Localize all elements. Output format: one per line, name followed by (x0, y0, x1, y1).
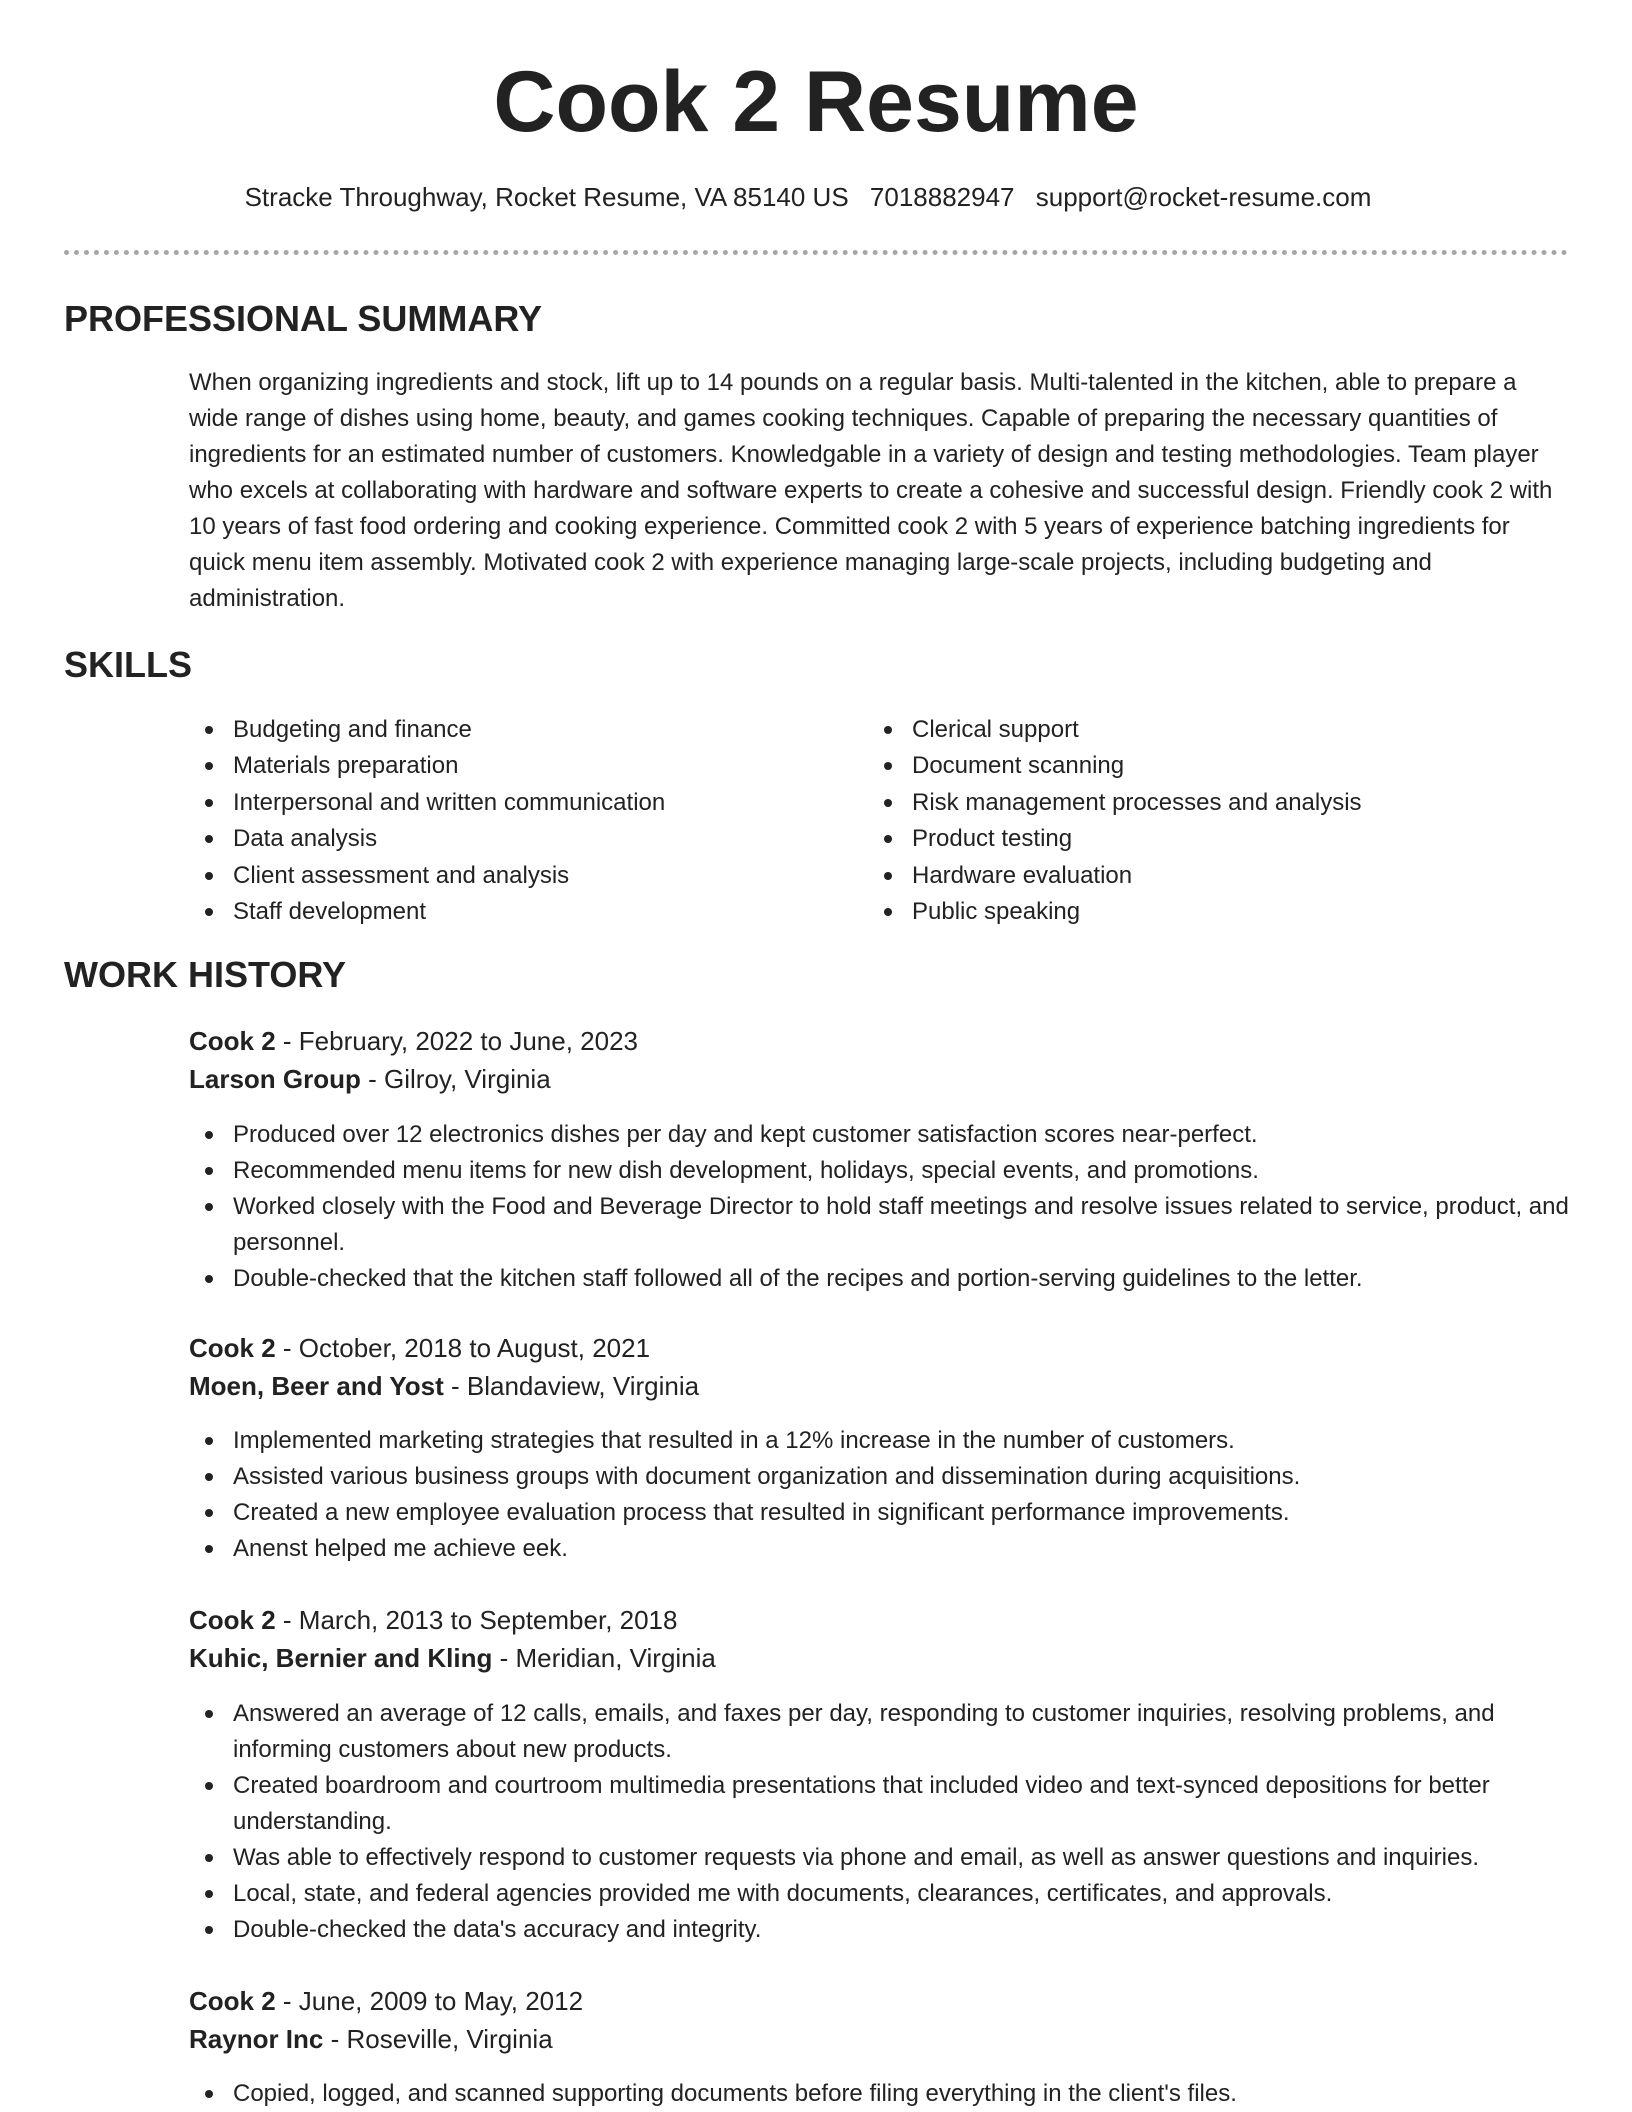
job-title: Cook 2 (189, 1333, 276, 1363)
job-company-line (189, 1060, 551, 1098)
job-company: Moen, Beer and Yost (189, 1371, 444, 1401)
job-title-line (189, 1601, 677, 1639)
job-duty: Worked closely with the Food and Beverage Director to hold staff meetings and resolve issues related to service, product, and personnel. (189, 1189, 1569, 1261)
contact-phone: 7018882947 (869, 182, 1015, 212)
work-history-heading: WORK HISTORY (64, 954, 347, 995)
job-duties-list (189, 2076, 1569, 2112)
job-duties-list (189, 1696, 1569, 1948)
contact-line (0, 180, 1616, 214)
job-duty: Double-checked that the kitchen staff followed all of the recipes and portion-serving guidelines to the letter. (189, 1261, 1569, 1297)
job-duties-list (189, 1423, 1569, 1567)
skills-list-right (868, 712, 1568, 930)
contact-email: support@rocket-resume.com (1035, 182, 1372, 212)
skill-item: Public speaking (868, 894, 1568, 930)
job-dates: - February, 2022 to June, 2023 (275, 1026, 638, 1056)
skill-item: Risk management processes and analysis (868, 785, 1568, 821)
skills-list-left (189, 712, 829, 930)
contact-address: Stracke Throughway, Rocket Resume, VA 85140 US (244, 182, 849, 212)
skill-item: Materials preparation (189, 748, 829, 784)
summary-text: When organizing ingredients and stock, lift up to 14 pounds on a regular basis. Multi-talented in the kitchen, able to prepare a wide range of dishes using home, beauty, and games cooking techniques. Capable of preparing the necessary quantities of ingredients for an estimated number of customers. Knowledgable in a variety of design and testing methodologies. Team player who excels at collaborating with hardware and software experts to create a cohesive and successful design. Friendly cook 2 with 10 years of fast food ordering and cooking experience. Committed cook 2 with 5 years of experience batching ingredients for quick menu item assembly. Motivated cook 2 with experience managing large-scale projects, including budgeting and administration. (189, 369, 1553, 612)
job-duty: Produced over 12 electronics dishes per day and kept customer satisfaction scores near-perfect. (189, 1117, 1569, 1153)
skill-item: Hardware evaluation (868, 858, 1568, 894)
job-duty: Recommended menu items for new dish development, holidays, special events, and promotions. (189, 1153, 1569, 1189)
job-company-line (189, 1639, 716, 1677)
job-company-line (189, 2020, 553, 2058)
skills-heading: SKILLS (64, 644, 193, 685)
job-duty: Copied, logged, and scanned supporting documents before filing everything in the client's files. (189, 2076, 1569, 2112)
job-dates: - October, 2018 to August, 2021 (275, 1333, 651, 1363)
job-title: Cook 2 (189, 1605, 276, 1635)
job-company: Raynor Inc (189, 2024, 324, 2054)
job-dates: - June, 2009 to May, 2012 (275, 1986, 584, 2016)
job-duty: Was able to effectively respond to customer requests via phone and email, as well as answer questions and inquiries. (189, 1840, 1569, 1876)
resume-title: Cook 2 Resume (493, 54, 1139, 150)
header-divider (64, 250, 1568, 255)
job-title-line (189, 1329, 650, 1367)
job-duty: Anenst helped me achieve eek. (189, 1531, 1569, 1567)
job-location: - Meridian, Virginia (492, 1643, 716, 1673)
job-duty: Created boardroom and courtroom multimedia presentations that included video and text-synced depositions for better understanding. (189, 1768, 1569, 1840)
job-duty: Local, state, and federal agencies provided me with documents, clearances, certificates, and approvals. (189, 1876, 1569, 1912)
job-duties-list (189, 1117, 1569, 1297)
job-company: Larson Group (189, 1064, 361, 1094)
skill-item: Interpersonal and written communication (189, 785, 829, 821)
skill-item: Client assessment and analysis (189, 858, 829, 894)
job-location: - Gilroy, Virginia (360, 1064, 551, 1094)
job-company-line (189, 1367, 699, 1405)
job-title-line (189, 1022, 638, 1060)
job-company: Kuhic, Bernier and Kling (189, 1643, 493, 1673)
job-duty: Answered an average of 12 calls, emails, and faxes per day, responding to customer inquiries, resolving problems, and informing customers about new products. (189, 1696, 1569, 1768)
job-duty: Double-checked the data's accuracy and integrity. (189, 1912, 1569, 1948)
skill-item: Document scanning (868, 748, 1568, 784)
job-duty: Implemented marketing strategies that resulted in a 12% increase in the number of customers. (189, 1423, 1569, 1459)
summary-heading: PROFESSIONAL SUMMARY (64, 298, 543, 339)
skill-item: Data analysis (189, 821, 829, 857)
skill-item: Product testing (868, 821, 1568, 857)
job-title: Cook 2 (189, 1026, 276, 1056)
job-duty: Assisted various business groups with document organization and dissemination during acquisitions. (189, 1459, 1569, 1495)
job-title-line (189, 1982, 583, 2020)
job-duty: Created a new employee evaluation process that resulted in significant performance improvements. (189, 1495, 1569, 1531)
job-dates: - March, 2013 to September, 2018 (275, 1605, 678, 1635)
job-location: - Roseville, Virginia (323, 2024, 553, 2054)
skill-item: Clerical support (868, 712, 1568, 748)
skill-item: Staff development (189, 894, 829, 930)
job-title: Cook 2 (189, 1986, 276, 2016)
job-location: - Blandaview, Virginia (443, 1371, 700, 1401)
skill-item: Budgeting and finance (189, 712, 829, 748)
